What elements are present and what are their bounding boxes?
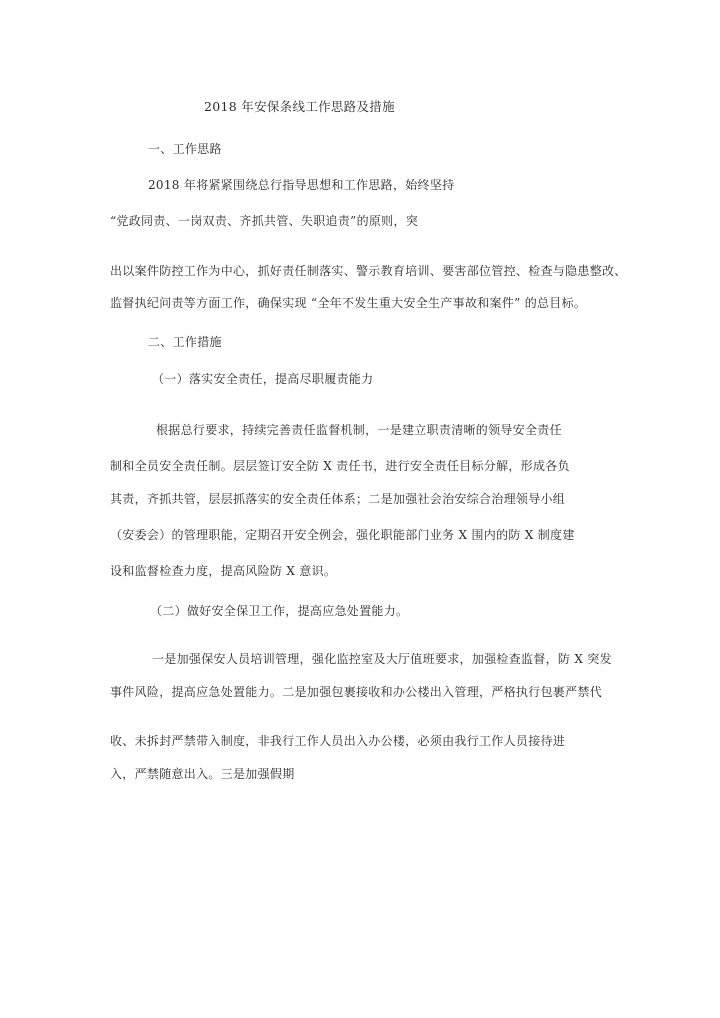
paragraph-line: 收、未拆封严禁带入制度，非我行工作人员出入办公楼，必须由我行工作人员接待进 — [110, 734, 566, 748]
section-1-heading: 一、工作思路 — [148, 142, 222, 156]
paragraph-line: 设和监督检查力度，提高风险防 X 意识。 — [110, 564, 337, 578]
paragraph-line: 一是加强保安人员培训管理，强化监控室及大厅值班要求，加强检查监督，防 X 突发 — [152, 652, 612, 666]
section-2-heading: 二、工作措施 — [148, 335, 222, 349]
paragraph-line: 其责，齐抓共管，层层抓落实的安全责任体系；二是加强社会治安综合治理领导小组 — [110, 492, 566, 506]
paragraph-line: “党政同责、一岗双责、齐抓共管、失职追责”的原则，突 — [110, 214, 419, 228]
paragraph-line: 出以案件防控工作为中心，抓好责任制落实、警示教育培训、要害部位管控、检查与隐患整改、 — [110, 264, 627, 278]
paragraph-line: 2018 年将紧紧围绕总行指导思想和工作思路，始终坚持 — [148, 178, 455, 192]
subsection-1-heading: （一）落实安全责任，提高尽职履责能力 — [152, 372, 374, 386]
subsection-2-heading: （二）做好安全保卫工作，提高应急处置能力。 — [150, 604, 409, 618]
paragraph-line: 事件风险，提高应急处置能力。二是加强包裹接收和办公楼出入管理，严格执行包裹严禁代 — [110, 685, 603, 699]
paragraph-line: （安委会）的管理职能，定期召开安全例会，强化职能部门业务 X 围内的防 X 制度建 — [110, 528, 575, 542]
document-title: 2018 年安保条线工作思路及措施 — [204, 99, 395, 114]
paragraph-line: 监督执纪问责等方面工作，确保实现 “全年不发生重大安全生产事故和案件” 的总目标。 — [110, 296, 587, 310]
paragraph-line: 根据总行要求，持续完善责任监督机制，一是建立职责清晰的领导安全责任 — [156, 423, 562, 437]
paragraph-line: 制和全员安全责任制。层层签订安全防 X 责任书，进行安全责任目标分解，形成各负 — [110, 459, 570, 473]
paragraph-line: 入，严禁随意出入。三是加强假期 — [110, 767, 295, 781]
